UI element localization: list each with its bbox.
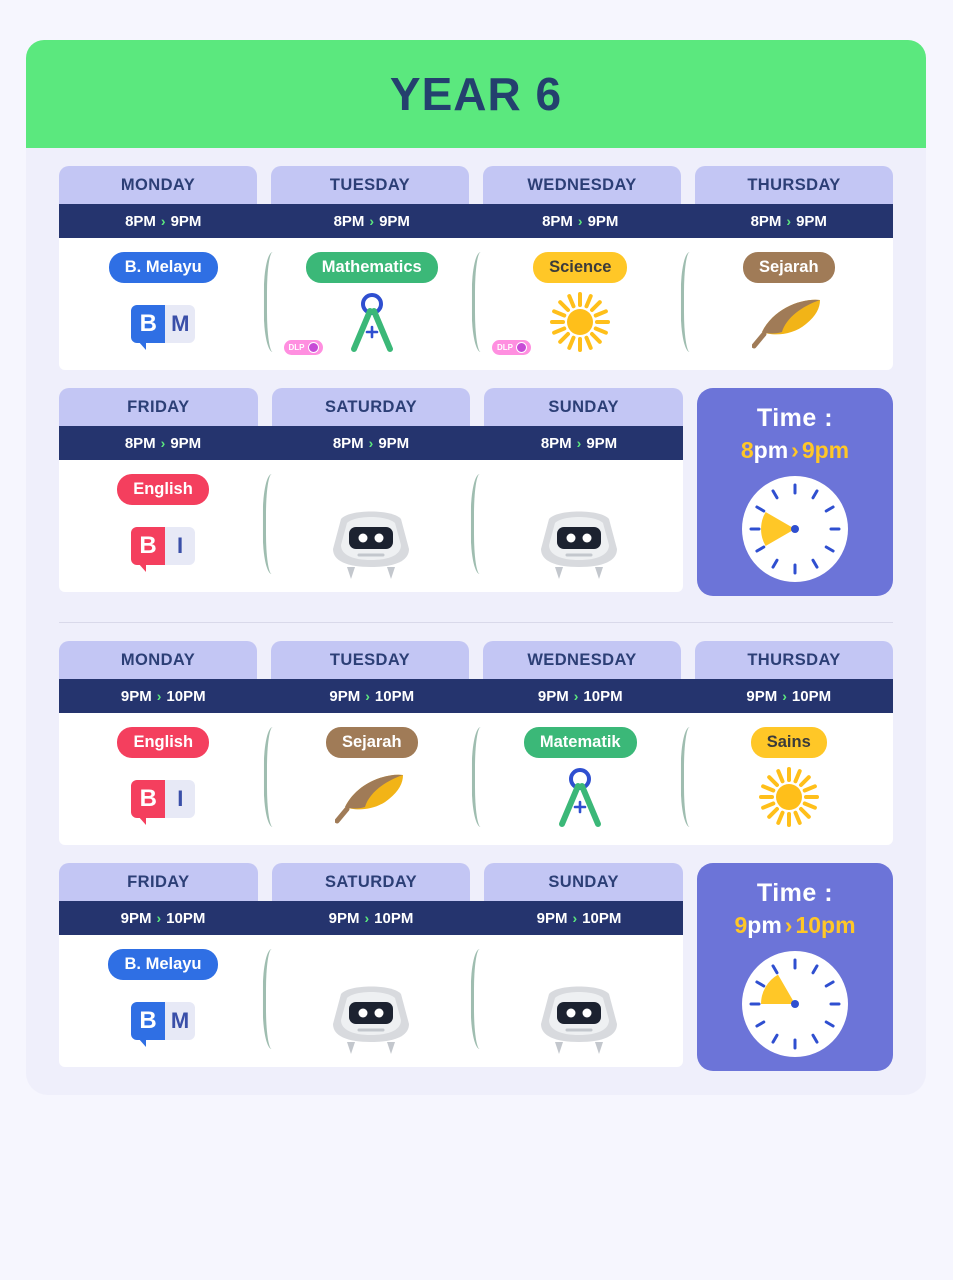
subject-cell[interactable] [475, 460, 683, 592]
schedule-row [59, 166, 893, 370]
day-tab-tuesday[interactable]: TUESDAY [271, 166, 469, 204]
subject-cell[interactable] [59, 935, 267, 1067]
subject-strip [59, 238, 893, 370]
globe-icon [308, 342, 319, 353]
day-header-row [59, 863, 683, 901]
schedule-row [59, 388, 893, 596]
subject-icon-area [59, 766, 268, 832]
time-cell: 8PM › 9PM [750, 212, 827, 230]
page-title: YEAR 6 [389, 68, 563, 120]
book-bm-icon: B M [131, 305, 195, 343]
subject-pill: Sejarah [743, 252, 835, 283]
dlp-badge: DLP [492, 340, 531, 355]
compass-icon [342, 291, 402, 358]
clock-icon [742, 951, 848, 1057]
subject-pill: English [117, 474, 209, 505]
day-tab-sunday[interactable]: SUNDAY [484, 388, 683, 426]
time-summary-box [697, 863, 893, 1071]
clock-icon [742, 476, 848, 582]
subject-icon-area [267, 986, 475, 1052]
subject-icon-area [268, 291, 477, 357]
time-cell: 8PM › 9PM [332, 434, 410, 452]
time-cell: 9PM › 10PM [328, 909, 414, 927]
day-header-row [59, 388, 683, 426]
subject-cell[interactable] [476, 238, 685, 370]
subject-pill: English [117, 727, 209, 758]
time-cell: 9PM › 10PM [120, 687, 206, 705]
day-tab-wednesday[interactable]: WEDNESDAY [483, 166, 681, 204]
time-summary-box [697, 388, 893, 596]
day-tab-saturday[interactable]: SATURDAY [272, 863, 471, 901]
subject-icon-area [685, 291, 894, 357]
time-cell: 9PM › 10PM [537, 687, 623, 705]
session-block [26, 641, 926, 1071]
section-divider [59, 622, 893, 623]
subject-cell[interactable] [268, 713, 477, 845]
subject-cell[interactable] [59, 238, 268, 370]
subject-icon-area [268, 766, 477, 832]
subject-cell[interactable] [59, 460, 267, 592]
feather-icon [752, 292, 826, 357]
sun-icon [758, 766, 820, 833]
subject-icon-area [267, 511, 475, 577]
time-cell: 9PM › 10PM [536, 909, 622, 927]
book-bi-icon: B I [131, 527, 195, 565]
time-cell: 8PM › 9PM [333, 212, 410, 230]
schedule-row [59, 863, 893, 1071]
time-summary-value: 9pm › 10pm [734, 912, 856, 938]
subject-cell[interactable] [475, 935, 683, 1067]
subject-pill: B. Melayu [109, 252, 218, 283]
time-strip [59, 204, 893, 238]
subject-icon-area [475, 511, 683, 577]
subject-cell[interactable] [268, 238, 477, 370]
time-cell: 9PM › 10PM [746, 687, 832, 705]
day-tab-tuesday[interactable]: TUESDAY [271, 641, 469, 679]
subject-icon-area [475, 986, 683, 1052]
time-cell: 8PM › 9PM [125, 212, 202, 230]
book-bm-icon: B M [131, 1002, 195, 1040]
subject-pill: Mathematics [306, 252, 438, 283]
globe-icon [516, 342, 527, 353]
time-summary-value: 8pm › 9pm [740, 437, 850, 463]
time-cell: 8PM › 9PM [124, 434, 202, 452]
robot-icon [533, 503, 625, 586]
schedule-root [26, 166, 926, 1071]
subject-icon-area [476, 766, 685, 832]
subject-pill: Matematik [524, 727, 637, 758]
subject-icon-area [476, 291, 685, 357]
session-block [26, 166, 926, 596]
time-strip [59, 901, 683, 935]
subject-icon-area [59, 988, 267, 1054]
time-strip [59, 679, 893, 713]
book-bi-icon: B I [131, 780, 195, 818]
subject-cell[interactable] [59, 713, 268, 845]
time-summary-label: Time : [756, 404, 834, 432]
subject-icon-area [59, 291, 268, 357]
subject-pill: Science [533, 252, 627, 283]
subject-cell[interactable] [685, 713, 894, 845]
day-tab-friday[interactable]: FRIDAY [59, 388, 258, 426]
subject-cell[interactable] [685, 238, 894, 370]
time-strip [59, 426, 683, 460]
day-header-row [59, 641, 893, 679]
feather-icon [335, 767, 409, 832]
day-tab-monday[interactable]: MONDAY [59, 641, 257, 679]
day-tab-saturday[interactable]: SATURDAY [272, 388, 471, 426]
day-tab-thursday[interactable]: THURSDAY [695, 166, 893, 204]
time-cell: 9PM › 10PM [329, 687, 415, 705]
timetable-card [26, 40, 926, 1095]
subject-icon-area [59, 513, 267, 579]
subject-cell[interactable] [267, 935, 475, 1067]
subject-cell[interactable] [267, 460, 475, 592]
robot-icon [325, 978, 417, 1061]
page-title-bar [26, 40, 926, 148]
subject-pill: Sejarah [326, 727, 418, 758]
day-tab-sunday[interactable]: SUNDAY [484, 863, 683, 901]
schedule-row [59, 641, 893, 845]
subject-icon-area [685, 766, 894, 832]
subject-pill: Sains [751, 727, 827, 758]
sun-icon [549, 291, 611, 358]
subject-strip [59, 713, 893, 845]
compass-icon [550, 766, 610, 833]
subject-strip [59, 935, 683, 1067]
dlp-badge: DLP [284, 340, 323, 355]
robot-icon [325, 503, 417, 586]
day-tab-thursday[interactable]: THURSDAY [695, 641, 893, 679]
day-header-row [59, 166, 893, 204]
robot-icon [533, 978, 625, 1061]
day-tab-monday[interactable]: MONDAY [59, 166, 257, 204]
time-summary-label: Time : [756, 879, 834, 907]
day-tab-wednesday[interactable]: WEDNESDAY [483, 641, 681, 679]
day-tab-friday[interactable]: FRIDAY [59, 863, 258, 901]
time-cell: 9PM › 10PM [120, 909, 206, 927]
time-cell: 8PM › 9PM [542, 212, 619, 230]
time-cell: 8PM › 9PM [540, 434, 618, 452]
subject-strip [59, 460, 683, 592]
subject-cell[interactable] [476, 713, 685, 845]
subject-pill: B. Melayu [108, 949, 217, 980]
